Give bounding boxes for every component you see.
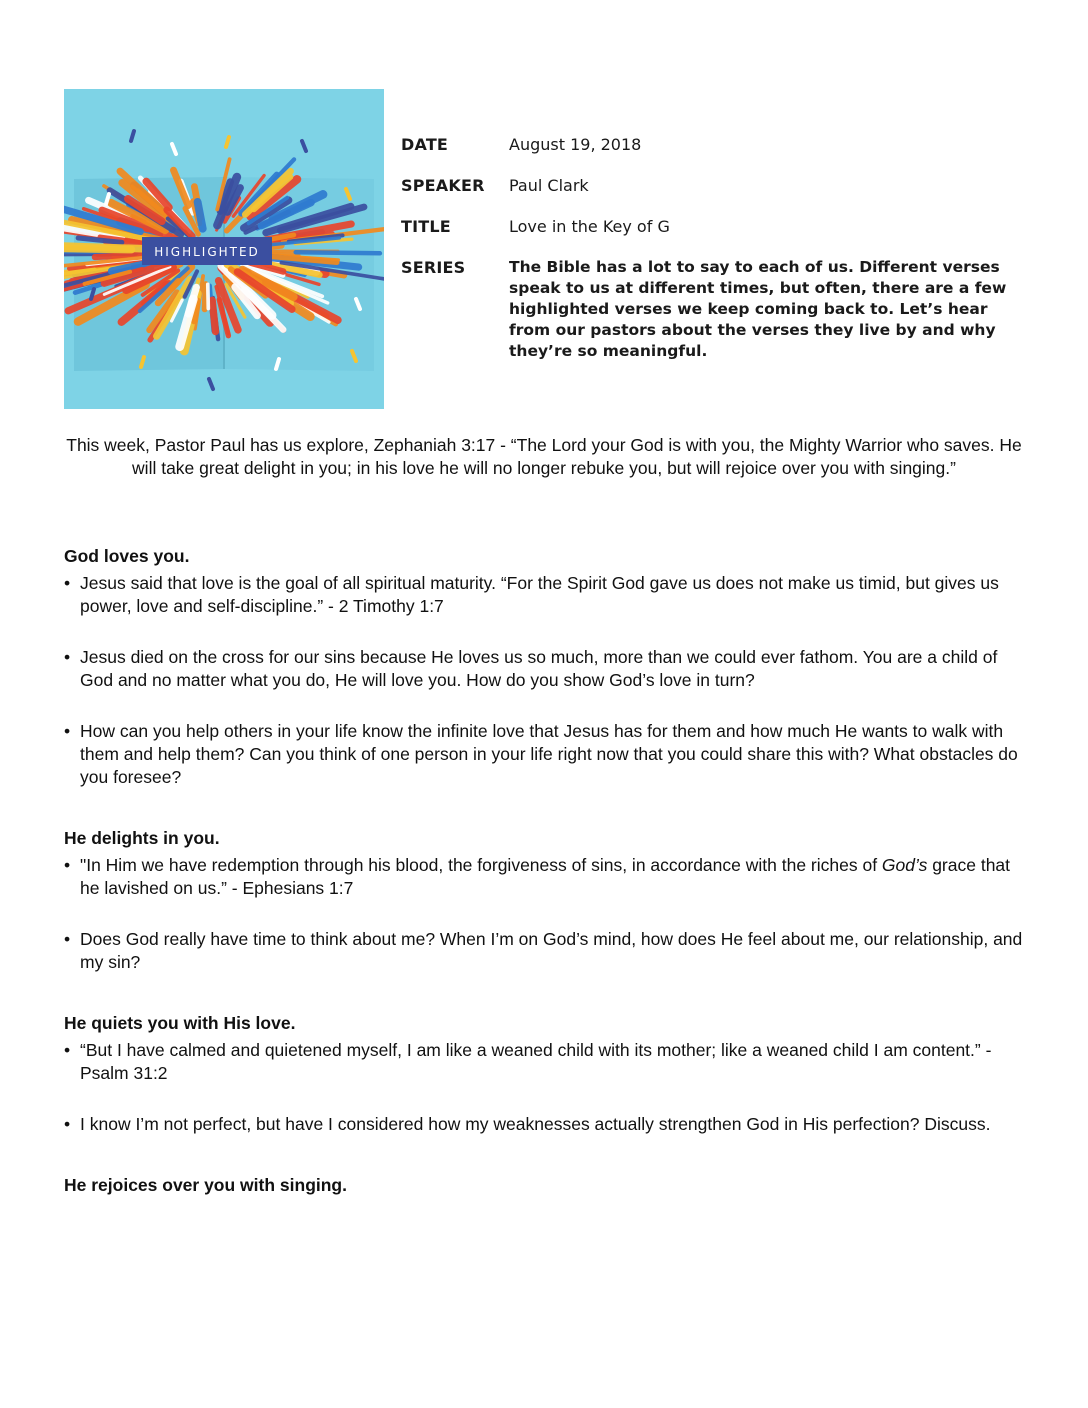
section-heading: He quiets you with His love. <box>64 1013 296 1033</box>
section-he-quiets <box>64 1012 1034 1136</box>
series-label: SERIES <box>401 258 466 277</box>
brush-stroke <box>205 284 206 309</box>
brush-stroke <box>212 300 215 331</box>
brush-stroke <box>208 284 209 308</box>
banner-text: HIGHLIGHTED <box>154 245 260 259</box>
list-item: • “But I have calmed and quietened myself, I am like a weaned child with its mother; like a weaned child I am content.” - Psalm 31:2 <box>64 1039 1034 1085</box>
title-row <box>401 216 1041 237</box>
section-he-rejoices <box>64 1174 1034 1197</box>
sermon-meta <box>401 134 1041 382</box>
speaker-row <box>401 175 1041 196</box>
bullet-list <box>64 1039 1034 1136</box>
date-row <box>401 134 1041 155</box>
section-heading: God loves you. <box>64 546 190 566</box>
quote-text: grace that he lavished on us.” - Ephesians 1:7 <box>80 855 1011 898</box>
bullet-list <box>64 572 1034 789</box>
section-god-loves-you <box>64 545 1034 789</box>
discussion-content <box>64 545 1034 1221</box>
bullet-list <box>64 854 1034 974</box>
brush-stroke <box>198 202 203 229</box>
speaker-value: Paul Clark <box>509 176 589 195</box>
date-label: DATE <box>401 135 449 154</box>
date-value: August 19, 2018 <box>509 135 642 154</box>
section-he-delights <box>64 827 1034 974</box>
emphasized-word: God’s <box>881 855 928 875</box>
title-value: Love in the Key of G <box>509 217 670 236</box>
intro-paragraph: This week, Pastor Paul has us explore, Zephaniah 3:17 - “The Lord your God is with you, the Mighty Warrior who saves. He will take great delight in you; in his love he will no longer rebuke you, but will rejoice over you with singing.” <box>66 435 1022 478</box>
series-description: The Bible has a lot to say to each of us. Different verses speak to us at different times, but often, there are a few highlighted verses we keep coming back to. Let’s hear from our pastors about the verses they live by and why they’re so meaningful. <box>509 258 1007 360</box>
list-item <box>64 854 1034 900</box>
speaker-label: SPEAKER <box>401 176 485 195</box>
list-item: • I know I’m not perfect, but have I considered how my weaknesses actually strengthen God in His perfection? Discuss. <box>64 1113 1034 1136</box>
highlighted-artwork <box>64 89 384 409</box>
brush-stroke <box>296 252 380 253</box>
list-item: • Does God really have time to think about me? When I’m on God’s mind, how does He feel about me, our relationship, and my sin? <box>64 928 1034 974</box>
section-heading: He rejoices over you with singing. <box>64 1175 347 1195</box>
series-row <box>401 257 1041 362</box>
series-cover-image <box>64 89 384 409</box>
list-item: • Jesus said that love is the goal of all spiritual maturity. “For the Spirit God gave us does not make us timid, but gives us power, love and self-discipline.” - 2 Timothy 1:7 <box>64 572 1034 618</box>
brush-stroke <box>64 246 152 249</box>
list-item: • Jesus died on the cross for our sins because He loves us so much, more than we could ever fathom. You are a child of God and no matter what you do, He will love you. How do you show God’s love in turn? <box>64 646 1034 692</box>
title-label: TITLE <box>401 217 451 236</box>
section-heading: He delights in you. <box>64 828 220 848</box>
quote-text: "In Him we have redemption through his blood, the forgiveness of sins, in accordance with the riches of <box>80 855 882 875</box>
list-item: • How can you help others in your life know the infinite love that Jesus has for them and how much He wants to walk with them and help them? Can you think of one person in your life right now that you could share this with? What obstacles do you foresee? <box>64 720 1034 789</box>
